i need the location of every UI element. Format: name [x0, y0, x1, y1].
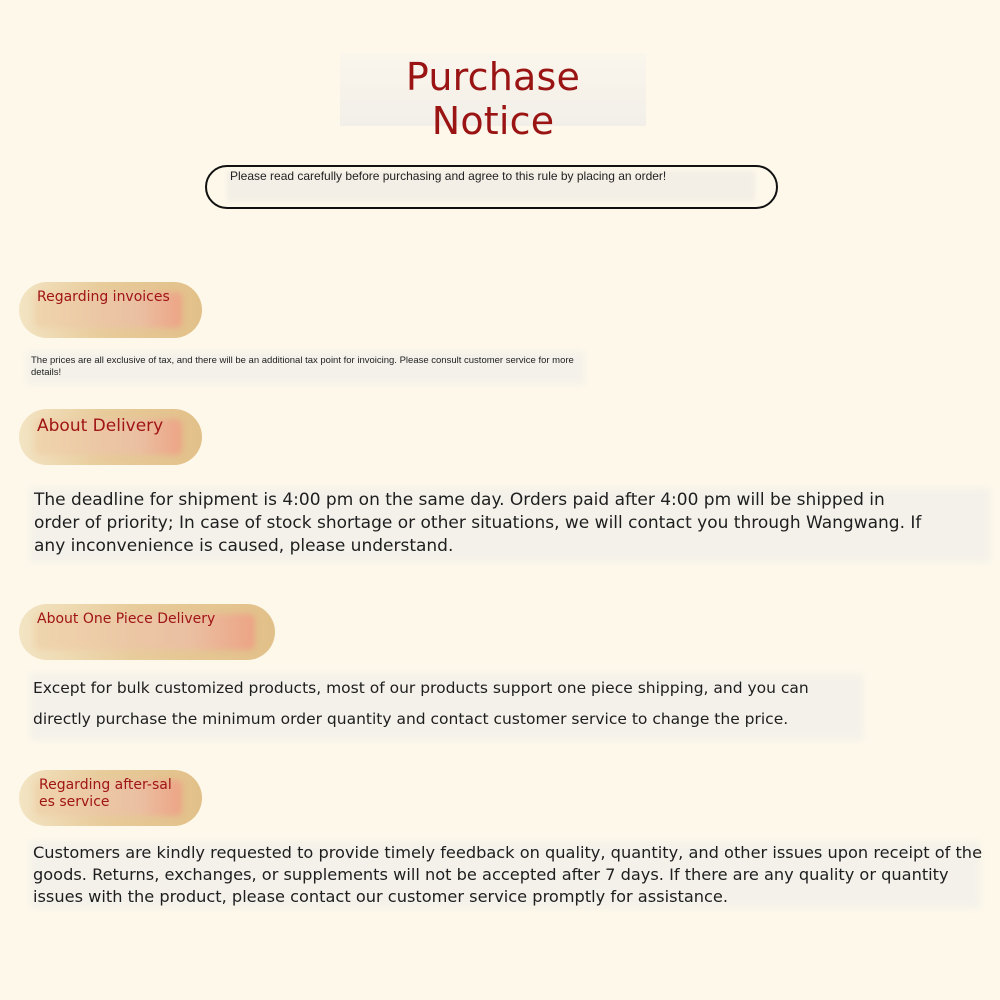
section-heading-label: Regarding after-sales service: [39, 777, 172, 810]
section-heading-label: About One Piece Delivery: [37, 611, 216, 627]
section-heading-label: About Delivery: [37, 416, 164, 436]
title-banner: [340, 53, 646, 143]
notice-box: [205, 165, 778, 209]
section-heading-invoices: [19, 282, 202, 338]
section-heading-label: Regarding invoices: [37, 289, 170, 305]
section-body-delivery: The deadline for shipment is 4:00 pm on the same day. Orders paid after 4:00 pm will be shipped in order of priority; In case of stock shortage or other situations, we will contact you through Wangwang. If any inconvenience is caused, please understand.: [34, 490, 922, 556]
section-body-one-piece: Except for bulk customized products, most of our products support one piece shipping, and you can directly purchase the minimum order quantity and contact customer service to change the price.: [33, 679, 809, 728]
notice-text: Please read carefully before purchasing and agree to this rule by placing an order!: [230, 169, 667, 183]
page-title: Purchase Notice: [405, 55, 581, 143]
section-heading-delivery: [19, 409, 202, 465]
section-heading-one-piece: [19, 604, 275, 660]
section-heading-after-sales: [19, 770, 202, 826]
section-body-after-sales: Customers are kindly requested to provide timely feedback on quality, quantity, and other issues upon receipt of the goods. Returns, exchanges, or supplements will not be accepted after 7 days. If there are any quality or quantity issues with the product, please contact our customer service promptly for assistance.: [33, 843, 983, 906]
section-body-invoices: The prices are all exclusive of tax, and there will be an additional tax point for invoicing. Please consult customer service for more details!: [31, 355, 574, 378]
